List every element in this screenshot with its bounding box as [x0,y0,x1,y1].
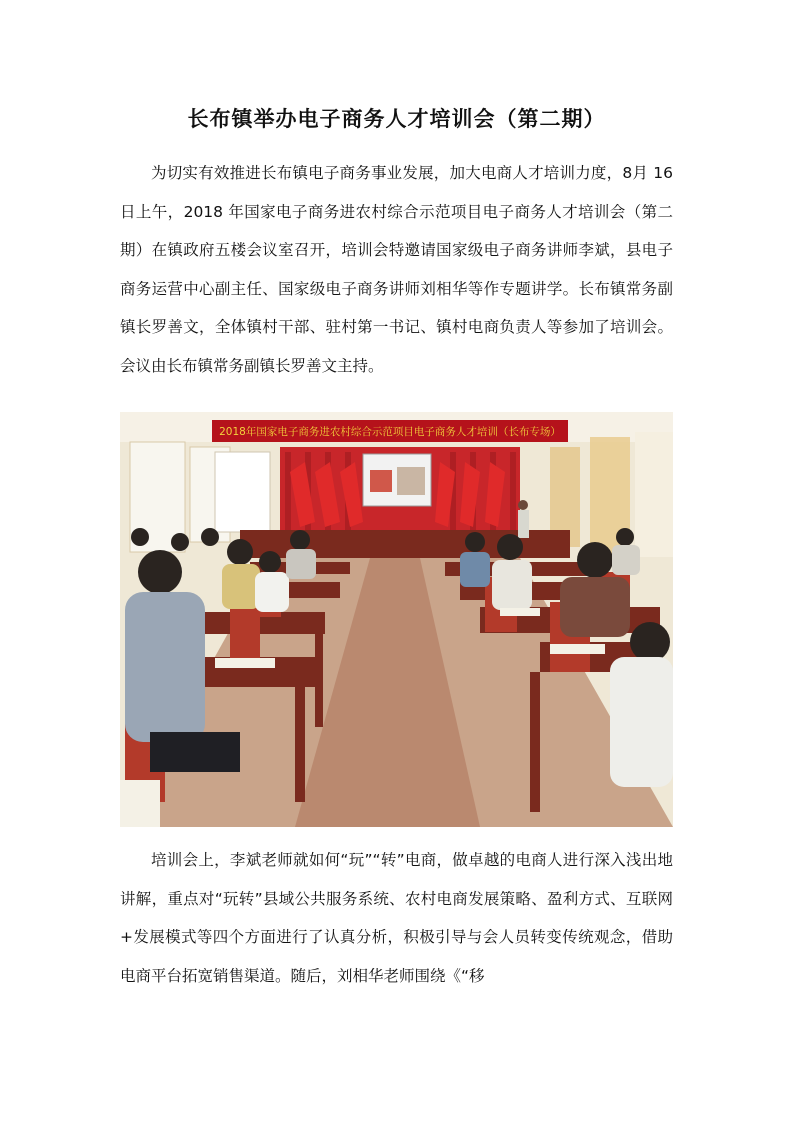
page-title: 长布镇举办电子商务人才培训会（第二期） [187,107,606,131]
paragraph-intro: 为切实有效推进长布镇电子商务事业发展，加大电商人才培训力度，8月 16 日上午，2018 年国家电子商务进农村综合示范项目电子商务人才培训会（第二期）在镇政府五楼会议室召开，培训会特邀请国家级电子商务讲师李斌，县电子商务运营中心副主任、国家级电子商务讲师刘相华等作专题讲学。长布镇常务副镇长罗善文，全体镇村干部、驻村第一书记、镇村电商负责人等参加了培训会。会议由长布镇常务副镇长罗善文主持。 [120,164,673,375]
paragraph-training: 培训会上，李斌老师就如何“玩”“转”电商，做卓越的电商人进行深入浅出地讲解，重点对“玩转”县域公共服务系统、农村电商发展策略、盈利方式、互联网+发展模式等四个方面进行了认真分析，积极引导与会人员转变传统观念，借助电商平台拓宽销售渠道。随后，刘相华老师围绕《“移 [120,851,673,985]
meeting-photo [120,412,673,827]
banner-text: 2018年国家电子商务进农村综合示范项目电子商务人才培训（长布专场） [219,426,561,438]
